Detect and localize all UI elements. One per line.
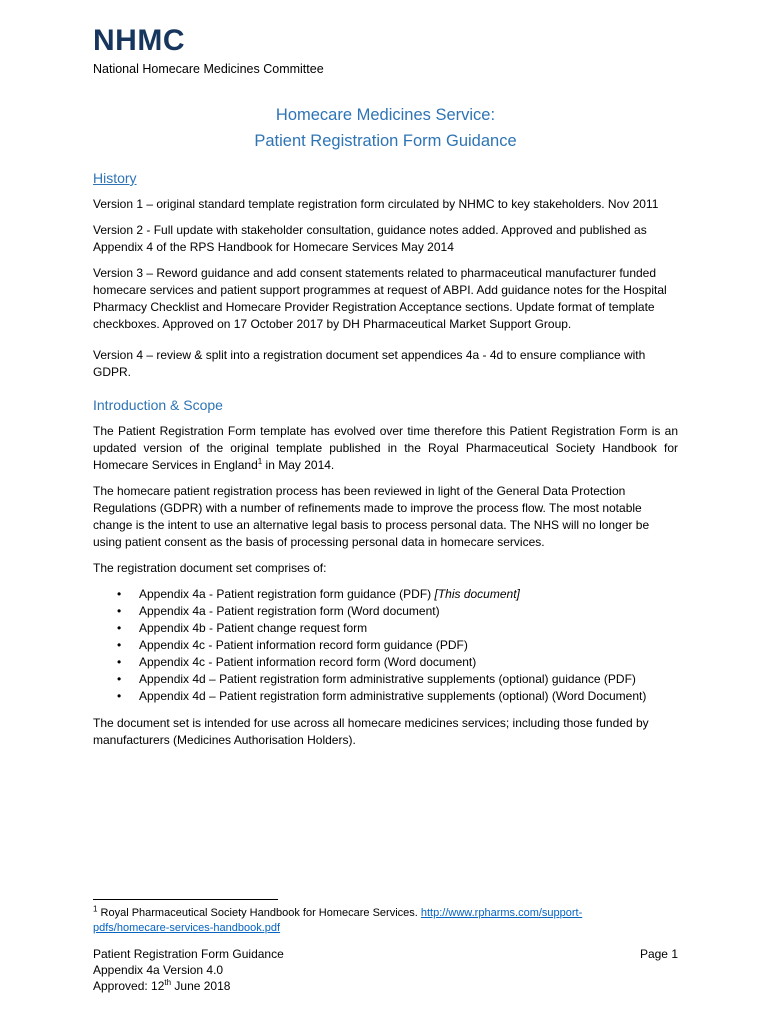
footer-version: Appendix 4a Version 4.0 (93, 963, 224, 977)
intro-paragraph-1 (93, 423, 678, 474)
document-set-list (93, 586, 678, 705)
document-page (93, 24, 678, 758)
list-item (93, 688, 678, 705)
document-set-intro: The registration document set comprises of: (93, 561, 327, 575)
history-version-1: Version 1 – original standard template registration form circulated by NHMC to key stakeholders. Nov 2011 (93, 197, 659, 211)
bullet-icon: • (117, 689, 122, 703)
list-item-text: Appendix 4a - Patient registration form (Word document) (139, 604, 440, 618)
bullet-icon: • (117, 604, 122, 618)
bullet-icon: • (117, 672, 122, 686)
list-item-note: [This document] (434, 587, 520, 601)
footer-approved-label: Approved: 12 (93, 979, 165, 993)
bullet-icon: • (117, 638, 122, 652)
history-version-2: Version 2 - Full update with stakeholder consultation, guidance notes added. Approved and published as Appendix 4 of the RPS Handbook for Homecare Services May 2014 (93, 223, 647, 254)
organization-name: National Homecare Medicines Committee (93, 62, 324, 76)
footer-approved-date (93, 978, 678, 994)
intro-paragraph-1-tail: in May 2014. (262, 458, 335, 472)
list-item (93, 671, 678, 688)
intro-heading: Introduction & Scope (93, 397, 223, 413)
list-item-text: Appendix 4d – Patient registration form administrative supplements (optional) (Word Document) (139, 689, 647, 703)
document-title-line-1: Homecare Medicines Service: (275, 106, 496, 124)
footer-approved-suffix: th (164, 978, 172, 987)
history-version-3: Version 3 – Reword guidance and add consent statements related to pharmaceutical manufacturer funded homecare services and patient support programmes at request of ABPI. Add guidance notes for the Hospital Pharmacy Checklist and Homecare Provider Registration Acceptance sections. Update format of template checkboxes. Approved on 17 October 2017 by DH Pharmaceutical Market Support Group. (93, 266, 667, 331)
history-version-4: Version 4 – review & split into a registration document set appendices 4a - 4d to ensure compliance with GDPR. (93, 348, 646, 379)
footer-approved-month-year: June 2018 (171, 979, 231, 993)
footer-document-name: Patient Registration Form Guidance (93, 947, 284, 961)
footnote-number: 1 (93, 904, 98, 914)
list-item-text: Appendix 4b - Patient change request form (139, 621, 368, 635)
list-item (93, 603, 678, 620)
closing-paragraph: The document set is intended for use across all homecare medicines services; including those funded by manufacturers (Medicines Authorisation Holders). (93, 716, 649, 747)
document-title-line-2: Patient Registration Form Guidance (254, 132, 517, 150)
footnote-link[interactable]: http://www.rpharms.com/support-pdfs/homecare-services-handbook.pdf (93, 907, 583, 934)
intro-paragraph-2: The homecare patient registration process has been reviewed in light of the General Data Protection Regulations (GDPR) with a number of refinements made to improve the process flow. The most notable change is the intent to use an alternative legal basis to process personal data. The NHS will no longer be using patient consent as the basis of processing personal data in homecare services. (93, 484, 650, 549)
page-number: Page 1 (639, 947, 678, 961)
history-heading: History (93, 170, 137, 186)
bullet-icon: • (117, 587, 122, 601)
bullet-icon: • (117, 655, 122, 669)
bullet-icon: • (117, 621, 122, 635)
footnote-divider (93, 899, 278, 900)
list-item-text: Appendix 4c - Patient information record form (Word document) (139, 655, 477, 669)
footnote-reference[interactable]: 1 (257, 457, 263, 466)
footnote-text: Royal Pharmaceutical Society Handbook for Homecare Services. (97, 907, 421, 919)
list-item-text: Appendix 4c - Patient information record form guidance (PDF) (139, 638, 468, 652)
list-item-text: Appendix 4a - Patient registration form guidance (PDF) (139, 587, 432, 601)
footnote (93, 906, 653, 936)
list-item (93, 654, 678, 671)
list-item (93, 586, 678, 603)
document-title (93, 102, 678, 154)
list-item (93, 620, 678, 637)
intro-paragraph-1-text: The Patient Registration Form template has evolved over time therefore this Patient Registration Form is an updated version of the original template published in the Royal Pharmaceutical Society Handbook for Homecare Services in England (93, 424, 678, 472)
page-footer (93, 946, 678, 994)
list-item (93, 637, 678, 654)
list-item-text: Appendix 4d – Patient registration form administrative supplements (optional) guidance (PDF) (139, 672, 636, 686)
brand-logo-text: NHMC (93, 24, 185, 57)
